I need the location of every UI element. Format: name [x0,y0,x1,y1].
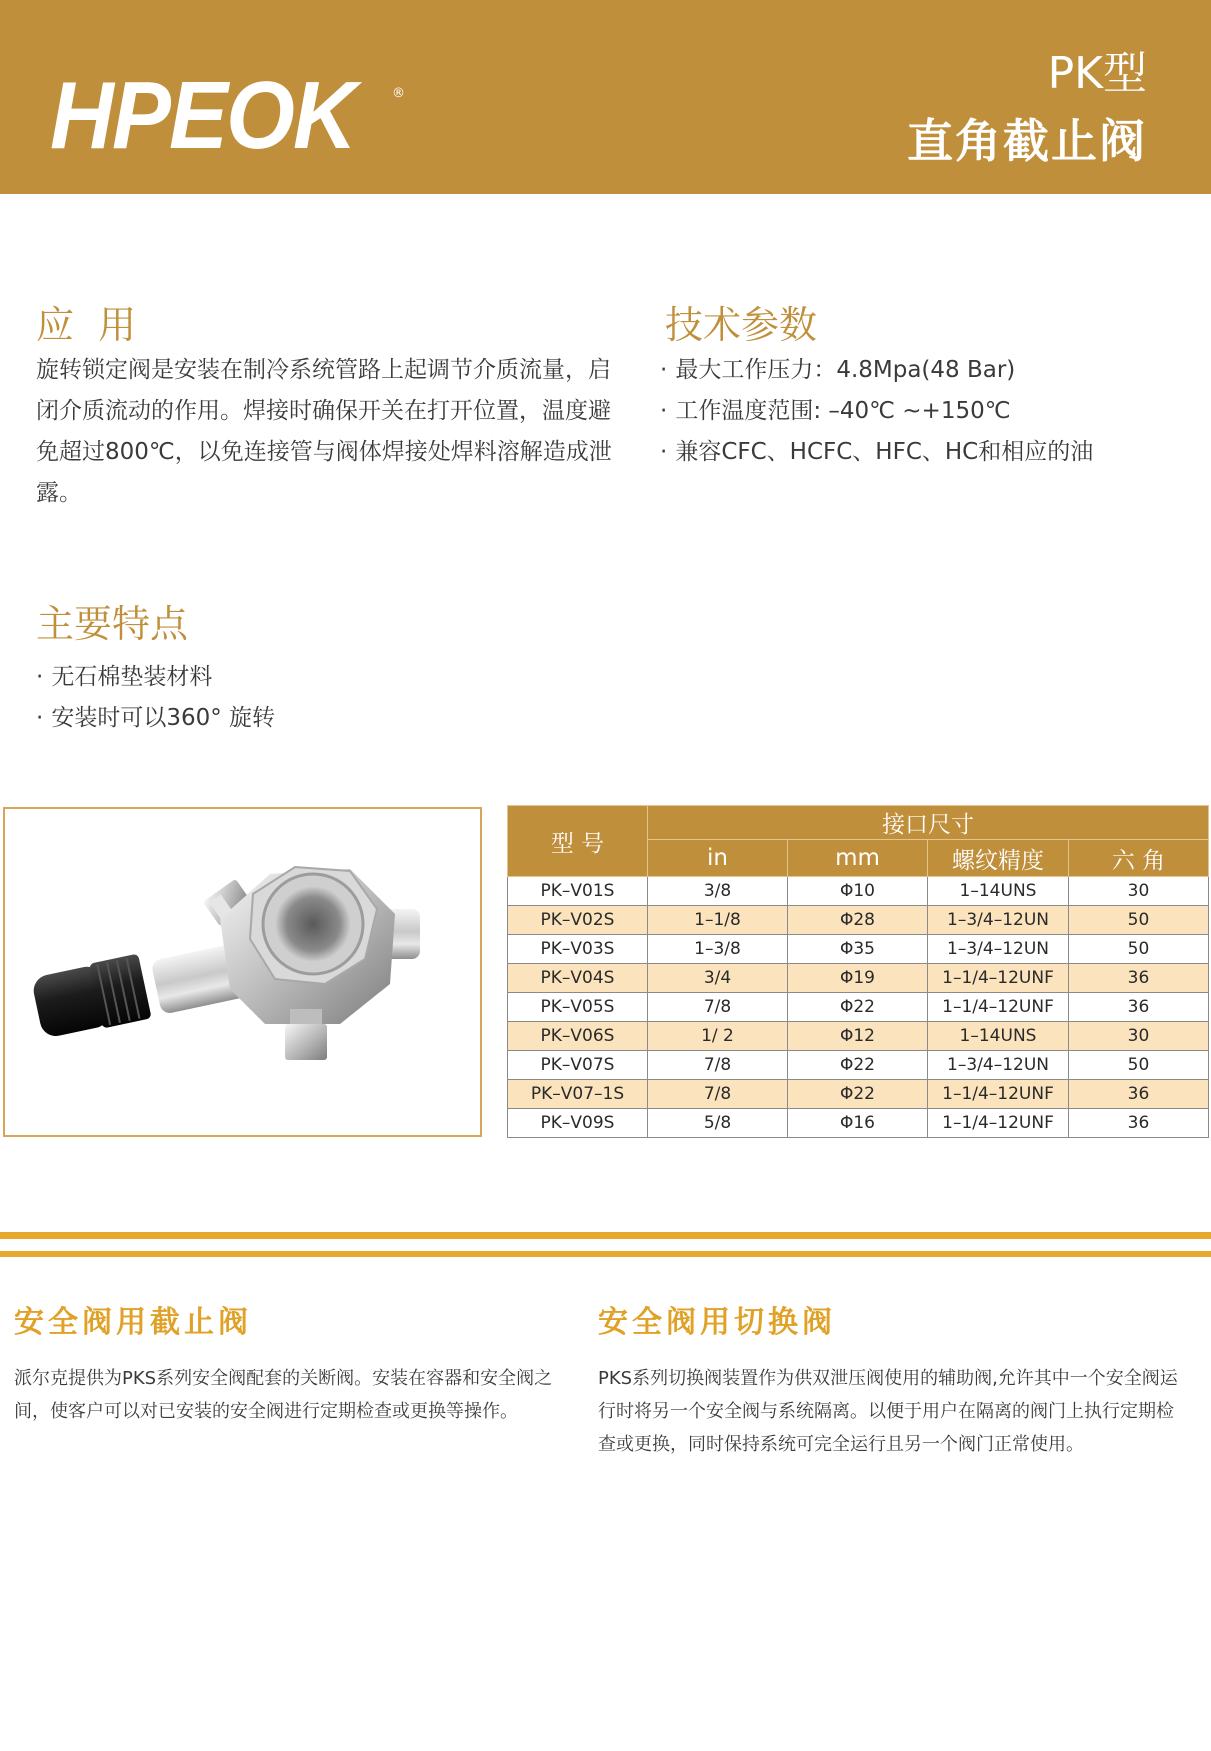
cell-model: PK–V05S [508,993,648,1022]
list-item: · 工作温度范围: –40℃ ~+150℃ [660,398,1011,424]
cell-thread: 1–1/4–12UNF [928,1080,1069,1109]
cell-in: 1–1/8 [648,906,788,935]
cell-model: PK–V02S [508,906,648,935]
cell-hex: 50 [1069,935,1209,964]
list-item: · 无石棉垫装材料 [36,664,213,690]
features-list [36,657,275,739]
header-in: in [648,840,788,877]
cell-in: 5/8 [648,1109,788,1138]
safety-switch-text: PKS系列切换阀装置作为供双泄压阀使用的辅助阀,允许其中一个安全阀运行时将另一个安全阀与系统隔离。以便于用户在隔离的阀门上执行定期检查或更换，同时保持系统可完全运行且另一个阀门正常使用。 [598,1368,1178,1455]
cell-mm: Φ22 [788,1051,928,1080]
cell-in: 7/8 [648,1080,788,1109]
list-item: · 最大工作压力：4.8Mpa(48 Bar) [660,357,1016,383]
cell-mm: Φ28 [788,906,928,935]
cell-in: 7/8 [648,993,788,1022]
cell-hex: 50 [1069,906,1209,935]
table-row [508,906,1209,935]
table-row [508,1022,1209,1051]
cell-mm: Φ22 [788,993,928,1022]
table-row [508,993,1209,1022]
list-item: · 安装时可以360° 旋转 [36,705,276,731]
cell-hex: 36 [1069,993,1209,1022]
features-title: 主要特点 [36,602,189,646]
product-title: 直角截止阀 [907,114,1147,168]
cell-in: 3/4 [648,964,788,993]
divider-rule-bottom [0,1251,1211,1257]
valve-port-lower [285,1024,327,1060]
cell-thread: 1–14UNS [928,1022,1069,1051]
cell-model: PK–V04S [508,964,648,993]
table-row [508,935,1209,964]
brand-logo: HPEOK [50,62,355,169]
table-row [508,1080,1209,1109]
application-text: 旋转锁定阀是安装在制冷系统管路上起调节介质流量，启闭介质流动的作用。焊接时确保开关在打开位置，温度避免超过800℃，以免连接管与阀体焊接处焊料溶解造成泄露。 [36,357,612,506]
safety-stop-text: 派尔克提供为PKS系列安全阀配套的关断阀。安装在容器和安全阀之间，使客户可以对已安装的安全阀进行定期检查或更换等操作。 [14,1368,553,1422]
cell-in: 1–3/8 [648,935,788,964]
registered-mark: ® [392,86,405,101]
table-row [508,964,1209,993]
header-model: 型 号 [508,806,648,877]
cell-model: PK–V06S [508,1022,648,1051]
cell-in: 3/8 [648,877,788,906]
cell-model: PK–V09S [508,1109,648,1138]
cell-mm: Φ10 [788,877,928,906]
cell-in: 1/ 2 [648,1022,788,1051]
cell-mm: Φ35 [788,935,928,964]
cell-hex: 50 [1069,1051,1209,1080]
cell-mm: Φ22 [788,1080,928,1109]
table-row [508,1109,1209,1138]
header-connection-size: 接口尺寸 [648,806,1209,840]
cell-thread: 1–1/4–12UNF [928,993,1069,1022]
list-item: · 兼容CFC、HCFC、HFC、HC和相应的油 [660,439,1094,465]
cell-hex: 36 [1069,1109,1209,1138]
header-banner [0,0,1211,194]
tech-list [660,350,1093,473]
cell-thread: 1–3/4–12UN [928,935,1069,964]
header-mm: mm [788,840,928,877]
spec-table [507,805,1209,1138]
safety-stop-title: 安全阀用截止阀 [14,1305,252,1340]
cell-mm: Φ16 [788,1109,928,1138]
cell-thread: 1–1/4–12UNF [928,1109,1069,1138]
table-row [508,1051,1209,1080]
cell-hex: 36 [1069,964,1209,993]
cell-thread: 1–1/4–12UNF [928,964,1069,993]
cell-model: PK–V01S [508,877,648,906]
cell-hex: 36 [1069,1080,1209,1109]
safety-switch-title: 安全阀用切换阀 [598,1305,836,1340]
cell-mm: Φ12 [788,1022,928,1051]
divider-rule-top [0,1232,1211,1239]
product-photo-frame [3,807,482,1137]
header-hex: 六 角 [1069,840,1209,877]
cell-mm: Φ19 [788,964,928,993]
cell-thread: 1–3/4–12UN [928,906,1069,935]
tech-title: 技术参数 [665,303,818,347]
valve-image [5,809,480,1135]
valve-bore [275,886,351,962]
cell-hex: 30 [1069,1022,1209,1051]
cell-thread: 1–14UNS [928,877,1069,906]
cell-model: PK–V07S [508,1051,648,1080]
cell-model: PK–V07–1S [508,1080,648,1109]
cell-hex: 30 [1069,877,1209,906]
header-thread: 螺纹精度 [928,840,1069,877]
cell-model: PK–V03S [508,935,648,964]
product-model: PK型 [1047,48,1147,99]
table-row [508,877,1209,906]
cell-thread: 1–3/4–12UN [928,1051,1069,1080]
application-title: 应 用 [36,303,137,347]
cell-in: 7/8 [648,1051,788,1080]
